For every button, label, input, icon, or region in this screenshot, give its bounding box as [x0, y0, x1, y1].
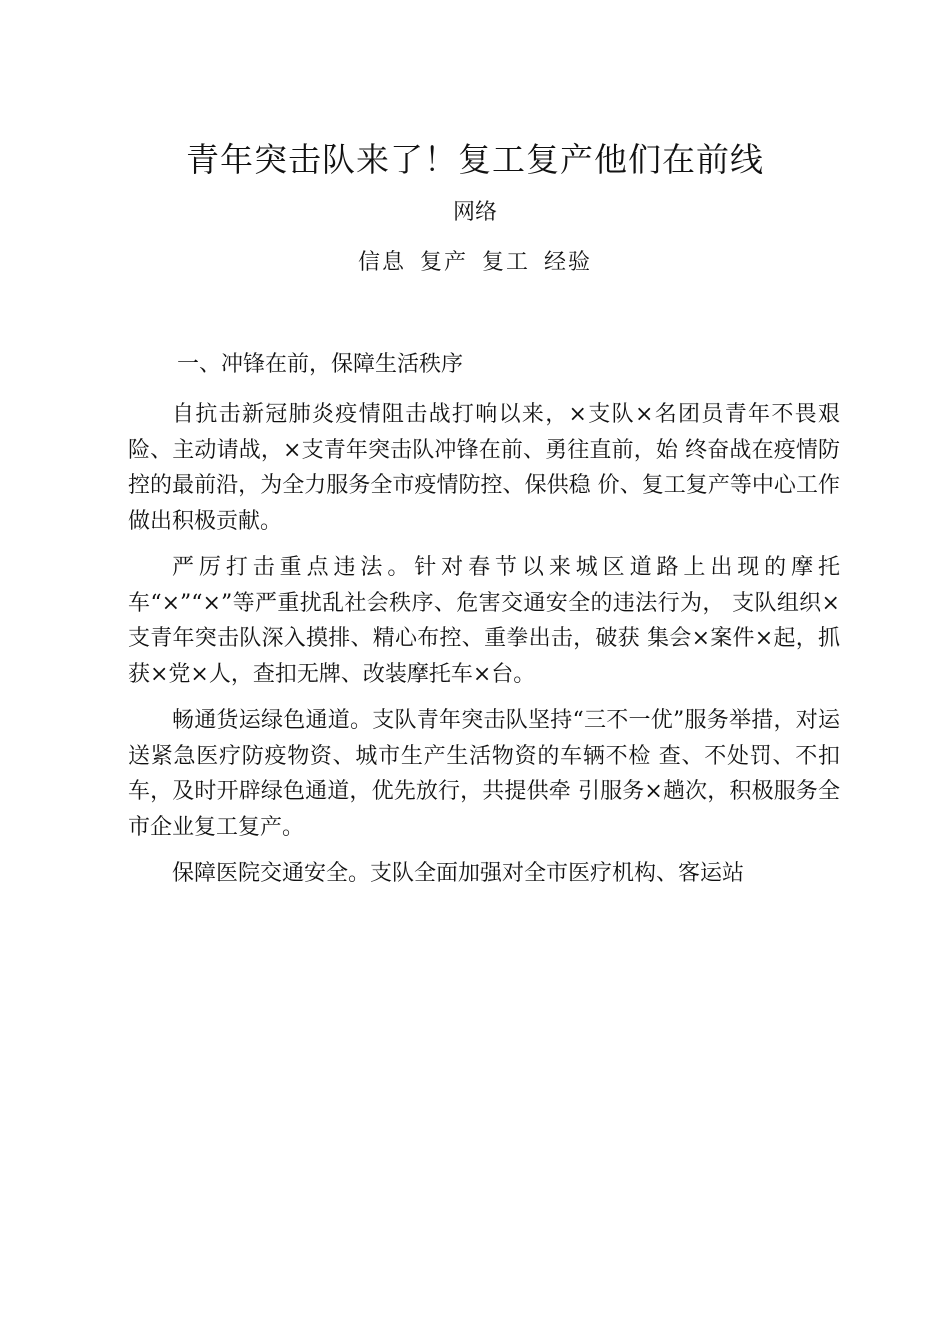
keyword: 复产 — [419, 250, 468, 275]
section-heading: 一、冲锋在前，保障生活秩序 — [177, 352, 464, 377]
paragraph: 严厉打击重点违法。针对春节以来城区道路上出现的摩托车“×”“×”等严重扰乱社会秩序、危害交通安全的违法行为， 支队组织×支青年突击队深入摸排、精心布控、重拳出击，破获 集会×案件×起，抓获×党×人，查扣无牌、改装摩托车×台。 — [128, 555, 840, 687]
keyword: 复工 — [482, 250, 531, 275]
keyword: 信息 — [357, 250, 406, 275]
keyword: 经验 — [544, 250, 593, 275]
keyword-list — [0, 248, 950, 278]
paragraph: 自抗击新冠肺炎疫情阻击战打响以来，×支队×名团员青年不畏艰险、主动请战，×支青年突击队冲锋在前、勇往直前，始 终奋战在疫情防控的最前沿，为全力服务全市疫情防控、保供稳 价、复工复产等中心工作做出积极贡献。 — [128, 402, 840, 534]
paragraph: 保障医院交通安全。支队全面加强对全市医疗机构、客运站 — [172, 861, 745, 886]
paragraph: 畅通货运绿色通道。支队青年突击队坚持“三不一优”服务举措，对运送紧急医疗防疫物资、城市生产生活物资的车辆不检 查、不处罚、不扣车，及时开辟绿色通道，优先放行，共提供牵 引服务×趟次，积极服务全市企业复工复产。 — [128, 708, 840, 840]
document-source: 网络 — [452, 200, 497, 225]
document-title: 青年突击队来了！复工复产他们在前线 — [186, 140, 764, 179]
body-text — [128, 397, 840, 903]
